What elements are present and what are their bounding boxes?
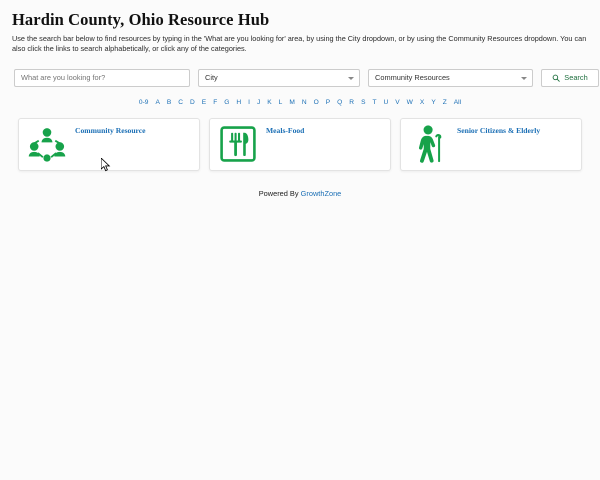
alpha-link-0[interactable]: 0-9 bbox=[138, 98, 149, 106]
chevron-down-icon bbox=[348, 77, 354, 80]
alpha-link-1[interactable]: A bbox=[155, 98, 160, 106]
category-card-community-resource[interactable] bbox=[18, 118, 200, 171]
search-input[interactable] bbox=[14, 69, 190, 87]
footer-brand-link[interactable]: GrowthZone bbox=[300, 188, 342, 198]
alpha-link-27[interactable]: All bbox=[453, 98, 462, 106]
search-button[interactable] bbox=[541, 69, 599, 87]
alpha-link-8[interactable]: H bbox=[236, 98, 242, 106]
category-card-senior-citizens[interactable] bbox=[400, 118, 582, 171]
category-card-meals-food[interactable] bbox=[209, 118, 391, 171]
chevron-down-icon bbox=[521, 77, 527, 80]
alpha-link-16[interactable]: P bbox=[325, 98, 331, 106]
alpha-link-25[interactable]: Y bbox=[431, 98, 436, 106]
alpha-link-5[interactable]: E bbox=[201, 98, 207, 106]
search-controls bbox=[10, 69, 590, 87]
alpha-link-26[interactable]: Z bbox=[442, 98, 447, 106]
alpha-link-22[interactable]: V bbox=[395, 98, 400, 106]
alphabet-filter bbox=[10, 99, 590, 106]
search-icon bbox=[552, 74, 560, 82]
alpha-link-7[interactable]: G bbox=[224, 98, 230, 106]
page-intro-text: Use the search bar below to find resources by typing in the 'What are you looking for' area, by using the City dropdown, or by using the Community Resources dropdown. You can also click the links to search alphabetically, or click any of the categories. bbox=[12, 34, 587, 54]
alpha-link-20[interactable]: T bbox=[372, 98, 377, 106]
alpha-link-24[interactable]: X bbox=[419, 98, 425, 106]
alpha-link-10[interactable]: J bbox=[256, 98, 261, 106]
city-dropdown[interactable] bbox=[198, 69, 360, 87]
category-card-label: Community Resource bbox=[75, 125, 146, 135]
category-card-list bbox=[10, 118, 590, 171]
alpha-link-4[interactable]: D bbox=[190, 98, 195, 106]
alpha-link-3[interactable]: C bbox=[178, 98, 184, 106]
category-card-label: Meals-Food bbox=[266, 125, 305, 135]
alpha-link-18[interactable]: R bbox=[349, 98, 355, 106]
category-dropdown[interactable] bbox=[368, 69, 533, 87]
fork-knife-plate-icon bbox=[218, 124, 258, 164]
alpha-link-12[interactable]: L bbox=[278, 98, 283, 106]
category-card-label: Senior Citizens & Elderly bbox=[457, 125, 541, 135]
alpha-link-15[interactable]: O bbox=[313, 98, 319, 106]
category-dropdown-value: Community Resources bbox=[375, 73, 450, 83]
alpha-link-21[interactable]: U bbox=[383, 98, 389, 106]
alpha-link-9[interactable]: I bbox=[248, 98, 250, 106]
page-title: Hardin County, Ohio Resource Hub bbox=[12, 10, 270, 29]
alpha-link-2[interactable]: B bbox=[166, 98, 172, 106]
search-button-label: Search bbox=[564, 73, 588, 83]
alpha-link-14[interactable]: N bbox=[301, 98, 307, 106]
alpha-link-13[interactable]: M bbox=[289, 98, 295, 106]
city-dropdown-value: City bbox=[205, 73, 218, 83]
footer bbox=[10, 189, 590, 198]
alpha-link-11[interactable]: K bbox=[267, 98, 272, 106]
footer-powered-by-label: Powered By bbox=[258, 188, 299, 198]
person-with-cane-icon bbox=[409, 124, 449, 164]
alpha-link-19[interactable]: S bbox=[361, 98, 366, 106]
alpha-link-17[interactable]: Q bbox=[337, 98, 343, 106]
people-network-icon bbox=[27, 124, 67, 164]
alpha-link-23[interactable]: W bbox=[406, 98, 413, 106]
alpha-link-6[interactable]: F bbox=[213, 98, 218, 106]
